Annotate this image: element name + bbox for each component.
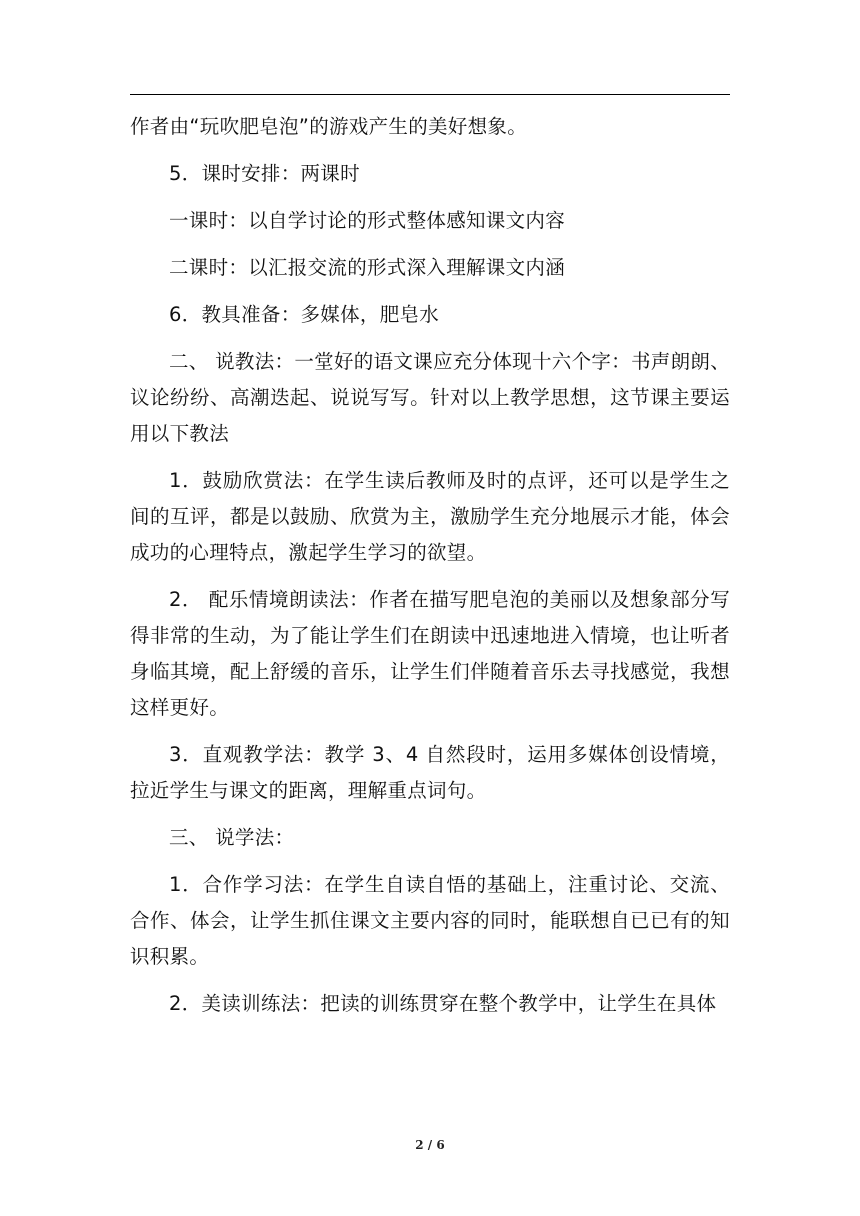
paragraph-4: 二课时：以汇报交流的形式深入理解课文内涵: [169, 256, 566, 279]
paragraph-5: 6．教具准备：多媒体，肥皂水: [169, 303, 440, 326]
paragraph-12: 2．美读训练法：把读的训练贯穿在整个教学中，让学生在具体: [169, 992, 717, 1015]
paragraph-1: 作者由“玩吹肥皂泡”的游戏产生的美好想象。: [130, 115, 528, 138]
paragraph-11: 1．合作学习法：在学生自读自悟的基础上，注重讨论、交流、合作、体会，让学生抓住课文主要内容的同时，能联想自已已有的知识积累。: [130, 873, 730, 968]
paragraph-7: 1．鼓励欣赏法：在学生读后教师及时的点评，还可以是学生之间的互评，都是以鼓励、欣赏为主，激励学生充分地展示才能，体会成功的心理特点，激起学生学习的欲望。: [130, 469, 730, 564]
paragraph-8: 2． 配乐情境朗读法：作者在描写肥皂泡的美丽以及想象部分写得非常的生动，为了能让学生们在朗读中迅速地进入情境，也让听者身临其境，配上舒缓的音乐，让学生们伴随着音乐去寻找感觉，我想这样更好。: [130, 588, 730, 719]
paragraph-2: 5．课时安排：两课时: [169, 162, 360, 185]
header-rule: [130, 94, 730, 95]
paragraph-10: 三、 说学法：: [169, 826, 295, 849]
paragraph-9: 3．直观教学法：教学 3、4 自然段时，运用多媒体创设情境，拉近学生与课文的距离，理解重点词句。: [130, 743, 730, 802]
document-body: [130, 109, 730, 1033]
paragraph-6: 二、 说教法：一堂好的语文课应充分体现十六个字：书声朗朗、议论纷纷、高潮迭起、说说写写。针对以上教学思想，这节课主要运用以下教法: [130, 350, 730, 445]
page-number: 2 / 6: [415, 1138, 445, 1152]
paragraph-3: 一课时：以自学讨论的形式整体感知课文内容: [169, 209, 566, 232]
